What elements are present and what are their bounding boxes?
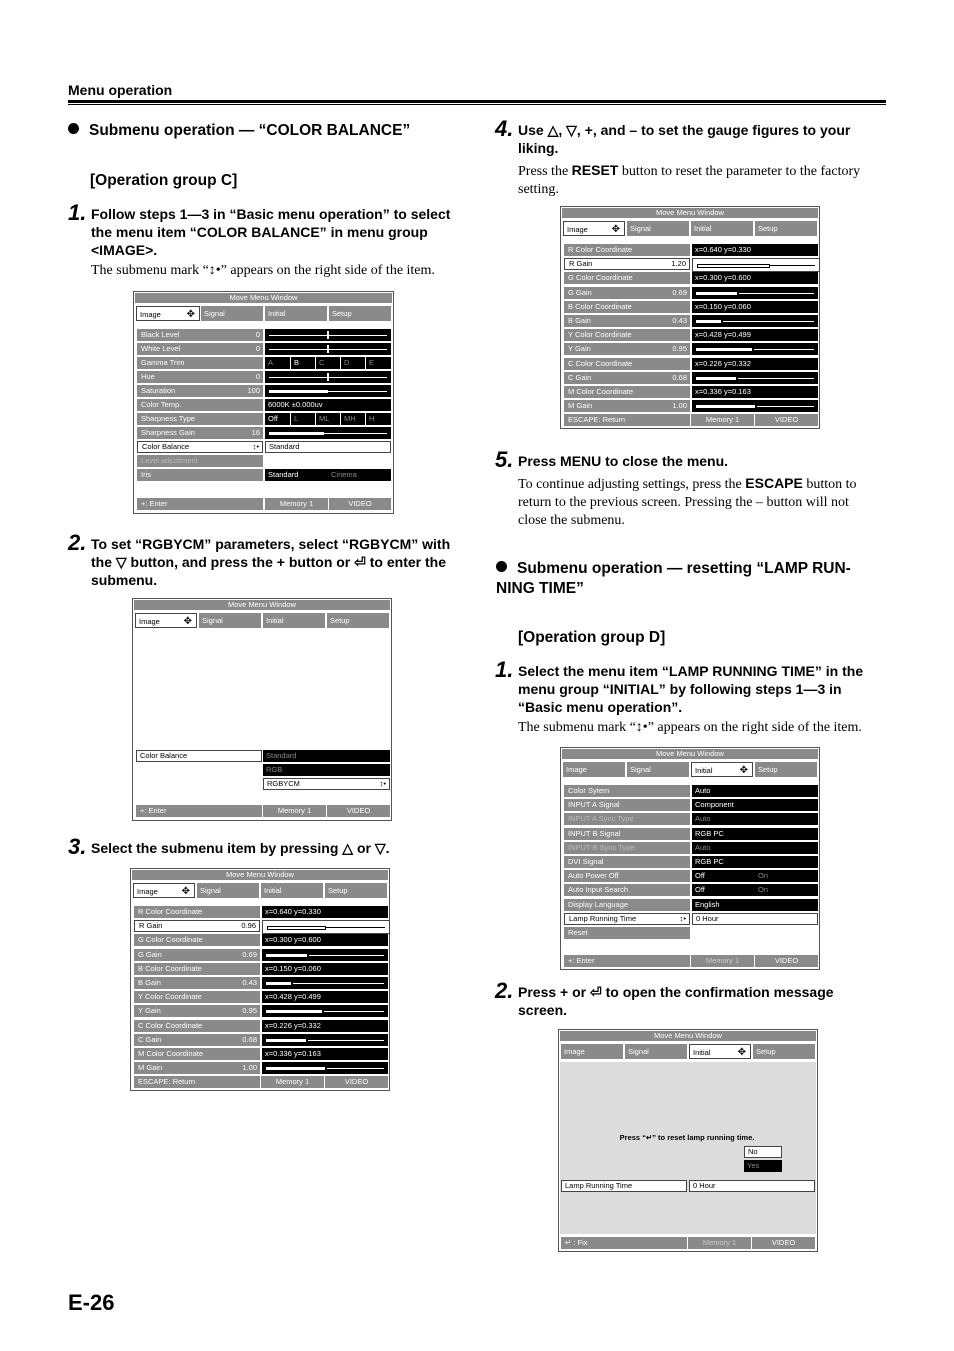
submenu-mark-icon: ↕• [679,913,686,923]
menu-window-initial [560,747,820,970]
color-balance-label: Color Balance [136,750,262,762]
setting-value[interactable]: English [692,899,818,911]
menu-row-coordinate[interactable]: G Color Coordinate [564,272,690,284]
memory-indicator: Memory 1 [688,1237,751,1249]
move-icon: ✥ [737,1047,746,1058]
tab-setup[interactable]: Setup [327,613,389,628]
submenu-mark-icon: ↕• [252,442,259,451]
menu-row-coordinate[interactable]: Y Color Coordinate [134,991,260,1003]
move-icon: ✥ [739,765,748,776]
operation-group-c: [Operation group C] [90,172,238,189]
step-text: To set “RGBYCM” parameters, select “RGBYCM” with the ▽ button, and press the + button or ⏎ to enter the submenu. [91,536,451,588]
option[interactable]: L [290,413,315,425]
option[interactable]: D [340,357,365,369]
step-number: 4. [495,116,514,141]
setting-value[interactable]: Component [692,799,818,811]
step-note: The submenu mark “↕•” appears on the right side of the item. [518,720,862,735]
menu-row-coordinate[interactable]: Y Color Coordinate [564,329,690,341]
iris-cinema[interactable]: Cinema [328,469,391,481]
menu-row-gain[interactable]: C Gain 0.68 [134,1034,260,1046]
menu-row-gain[interactable]: R Gain 0.96 [134,920,260,932]
video-indicator: VIDEO [752,1237,815,1249]
window-title: Move Menu Window [132,870,388,880]
gain-gauge[interactable] [262,1005,388,1017]
menu-row-gain[interactable]: Y Gain 0.95 [564,343,690,355]
video-indicator: VIDEO [325,1076,388,1088]
step-text: Select the submenu item by pressing △ or ▽. [91,840,390,856]
option-yes[interactable]: Yes [744,1160,782,1172]
memory-indicator: Memory 1 [261,1076,324,1088]
menu-row-iris[interactable]: Iris [137,469,263,481]
page-number: E-26 [68,1290,115,1315]
setting-value: Auto [692,813,818,825]
menu-row-coordinate[interactable]: R Color Coordinate [564,244,690,256]
tab-signal[interactable]: Signal [197,883,259,898]
menu-row-coordinate[interactable]: R Color Coordinate [134,906,260,918]
gain-gauge[interactable] [692,400,818,412]
menu-window-rgbycm-select [132,598,392,821]
menu-row-gain[interactable]: M Gain 1.00 [564,400,690,412]
move-icon: ✥ [186,309,195,320]
step-text: Press + or ⏎ to open the confirmation message screen. [518,984,834,1018]
menu-row-gain[interactable]: Y Gain 0.95 [134,1005,260,1017]
section-heading-lamp-time: Submenu operation — resetting “LAMP RUN- NING TIME” [496,560,851,597]
menu-row-sharpness-gain[interactable]: Sharpness Gain 16 [137,427,263,439]
memory-indicator: Memory 1 [265,498,328,510]
step-text: Select the menu item “LAMP RUNNING TIME” in the menu group “INITIAL” by following steps 1—3 in “Basic menu operation”. [518,663,864,715]
tab-image[interactable]: Image ✥ [563,221,625,236]
tab-signal[interactable]: Signal [627,762,689,777]
video-indicator: VIDEO [329,498,391,510]
tab-setup[interactable]: Setup [755,221,817,236]
menu-row-initial[interactable]: INPUT B Signal [564,828,690,840]
menu-row-gain[interactable]: G Gain 0.69 [134,949,260,961]
menu-row-gain[interactable]: R Gain 1.20 [564,258,690,270]
move-icon: ✥ [181,886,190,897]
gauge[interactable] [265,427,391,439]
menu-row-initial[interactable]: INPUT A Signal [564,799,690,811]
gain-gauge[interactable] [692,315,818,327]
menu-row-initial[interactable]: Display Language [564,899,690,911]
lamp-running-time-label: Lamp Running Time [561,1180,687,1192]
tab-setup[interactable]: Setup [325,883,387,898]
section-title: Menu operation [68,82,173,98]
setting-value[interactable]: RGB PC [692,828,818,840]
menu-row-gain[interactable]: B Gain 0.43 [564,315,690,327]
gain-gauge[interactable] [692,287,818,299]
menu-window-lamp-reset [558,1029,818,1252]
tab-initial[interactable]: Initial [263,613,325,628]
section-heading-color-balance: Submenu operation — “COLOR BALANCE” [68,121,458,141]
step-number: 1. [495,657,514,682]
step-number: 1. [68,200,87,225]
coordinate-value[interactable]: x=0.226 y=0.332 [262,1020,388,1032]
menu-window-rgbycm-adjust [560,206,820,429]
coordinate-value[interactable]: x=0.300 y=0.600 [262,934,388,946]
menu-row-initial: INPUT A Sync Type [564,813,690,825]
window-title: Move Menu Window [562,749,818,759]
move-icon: ✥ [183,616,192,627]
menu-window-color-balance [133,291,394,514]
confirm-message: Press “↵” to reset lamp running time. [619,1133,755,1142]
step-number: 2. [68,530,87,555]
option[interactable]: B [290,357,315,369]
operation-group-d: [Operation group D] [518,629,666,646]
tab-signal[interactable]: Signal [627,221,689,236]
memory-indicator: Memory 1 [691,955,754,967]
option[interactable]: A [268,358,274,367]
color-temp-value[interactable]: 6000K ±0.000uv [265,399,391,411]
window-title: Move Menu Window [135,293,392,303]
memory-indicator: Memory 1 [691,414,754,426]
coordinate-value[interactable]: x=0.428 y=0.499 [692,329,818,341]
tab-image[interactable]: Image [561,1044,623,1059]
gain-gauge[interactable] [262,949,388,961]
tab-initial[interactable]: Initial [261,883,323,898]
header-rule [68,100,886,103]
setting-value: Auto [692,842,818,854]
setting-value[interactable]: Auto [692,785,818,797]
setting-value-alt[interactable]: On [755,870,818,882]
video-indicator: VIDEO [755,414,818,426]
menu-row-color-temp[interactable]: Color Temp. [137,399,263,411]
menu-row-coordinate[interactable]: M Color Coordinate [564,386,690,398]
option-rgb[interactable]: RGB [263,764,390,776]
gain-gauge[interactable] [692,343,818,355]
tab-image[interactable]: Image ✥ [133,883,195,898]
menu-row-hue[interactable]: Hue 0 [137,371,263,383]
gain-gauge[interactable] [692,258,820,272]
menu-row-initial[interactable]: Auto Input Search [564,884,690,896]
iris-standard[interactable]: Standard [265,469,328,481]
window-title: Move Menu Window [560,1031,816,1041]
tab-signal[interactable]: Signal [201,306,263,321]
gain-gauge[interactable] [262,920,390,934]
menu-row-gain[interactable]: C Gain 0.68 [564,372,690,384]
option-rgbycm[interactable]: RGBYCM ↕• [263,778,390,790]
menu-row-coordinate[interactable]: C Color Coordinate [134,1020,260,1032]
coordinate-value[interactable]: x=0.150 y=0.060 [692,301,818,313]
window-title: Move Menu Window [134,600,390,610]
menu-row-coordinate[interactable]: G Color Coordinate [134,934,260,946]
menu-row-color-balance[interactable]: Color Balance ↕• [137,441,263,453]
escape-hint: ESCAPE: Return [564,414,690,426]
gamma-options[interactable] [265,357,391,369]
tab-image[interactable]: Image ✥ [136,306,200,321]
menu-row-initial: INPUT B Sync Type [564,842,690,854]
tab-setup[interactable]: Setup [755,762,817,777]
coordinate-value[interactable]: x=0.428 y=0.499 [262,991,388,1003]
tab-initial[interactable]: Initial [265,306,327,321]
menu-row-initial[interactable]: Color Sytem [564,785,690,797]
coordinate-value[interactable]: x=0.336 y=0.163 [692,386,818,398]
tab-setup[interactable]: Setup [329,306,391,321]
menu-row-black-level[interactable]: Black Level 0 [137,329,263,341]
video-indicator: VIDEO [755,955,818,967]
menu-row-coordinate[interactable]: M Color Coordinate [134,1048,260,1060]
menu-row-level-adjustment: Level adjustment [137,455,263,467]
color-balance-value[interactable]: Standard [265,441,391,453]
coordinate-value[interactable]: x=0.640 y=0.330 [262,906,388,918]
tab-signal[interactable]: Signal [199,613,261,628]
setting-value[interactable]: Off [692,870,755,882]
tab-initial[interactable]: Initial [691,221,753,236]
option[interactable]: Off [268,414,278,423]
gain-gauge[interactable] [262,1062,388,1074]
header-rule-thin [68,104,886,105]
step-text: Use △, ▽, +, and – to set the gauge figures to your liking. [518,122,851,156]
tab-signal[interactable]: Signal [625,1044,687,1059]
setting-value-alt[interactable]: On [755,884,818,896]
setting-value[interactable]: Off [692,884,755,896]
fix-hint: ↵ : Fix [561,1237,687,1249]
menu-row-initial[interactable]: DVI Signal [564,856,690,868]
option[interactable]: MH [340,413,365,425]
setting-value[interactable]: 0 Hour [692,913,818,925]
setting-value[interactable]: RGB PC [692,856,818,868]
option-no[interactable]: No [744,1146,782,1158]
video-indicator: VIDEO [327,805,390,817]
menu-row-initial[interactable]: Lamp Running Time ↕• [564,913,690,925]
move-icon: ✥ [611,224,620,235]
gauge[interactable] [265,329,391,341]
menu-row-gain[interactable]: B Gain 0.43 [134,977,260,989]
option[interactable]: ML [315,413,340,425]
tab-setup[interactable]: Setup [753,1044,815,1059]
gauge[interactable] [265,371,391,383]
gauge[interactable] [265,385,391,397]
option[interactable]: H [365,413,391,425]
menu-row-initial[interactable]: Auto Power Off [564,870,690,882]
escape-hint: ESCAPE: Return [134,1076,260,1088]
gain-gauge[interactable] [262,1034,388,1046]
tab-initial[interactable]: Initial ✥ [691,762,753,777]
bullet-icon [496,561,507,572]
submenu-mark-icon: ↕• [379,779,386,788]
tab-image[interactable]: Image ✥ [135,613,197,628]
gain-gauge[interactable] [262,977,388,989]
step-number: 3. [68,834,87,859]
option[interactable]: E [365,357,391,369]
enter-hint: +: Enter [136,805,262,817]
bullet-icon [68,123,79,134]
step-note: The submenu mark “↕•” appears on the right side of the item. [91,263,435,278]
menu-row-coordinate[interactable]: B Color Coordinate [134,963,260,975]
coordinate-value[interactable]: x=0.640 y=0.330 [692,244,818,256]
enter-hint: +: Enter [564,955,690,967]
coordinate-value[interactable]: x=0.150 y=0.060 [262,963,388,975]
step-note: Press the RESET button to reset the parameter to the factory setting. [518,162,861,197]
sharpness-options[interactable] [265,413,391,425]
menu-window-rgbycm [130,868,390,1091]
menu-row-initial[interactable]: Reset [564,927,690,939]
lamp-running-time-value: 0 Hour [689,1180,815,1192]
step-text: Follow steps 1—3 in “Basic menu operation” to select the menu item “COLOR BALANCE” in menu group <IMAGE>. [91,206,451,258]
gauge[interactable] [265,343,391,355]
menu-row-coordinate[interactable]: C Color Coordinate [564,358,690,370]
window-title: Move Menu Window [562,208,818,218]
menu-row-sharpness-type[interactable]: Sharpness Type [137,413,263,425]
option[interactable]: C [315,357,340,369]
step-number: 5. [495,447,514,472]
step-note: To continue adjusting settings, press the ESCAPE button to return to the previous screen. Pressing the – button will not close the submenu. [518,475,857,528]
menu-row-saturation[interactable]: Saturation 100 [137,385,263,397]
tab-initial[interactable]: Initial ✥ [689,1044,751,1059]
menu-row-gain[interactable]: M Gain 1.00 [134,1062,260,1074]
coordinate-value[interactable]: x=0.300 y=0.600 [692,272,818,284]
menu-row-white-level[interactable]: White Level 0 [137,343,263,355]
enter-hint: +: Enter [137,498,263,510]
tab-image[interactable]: Image [563,762,625,777]
step-number: 2. [495,978,514,1003]
memory-indicator: Memory 1 [263,805,326,817]
coordinate-value[interactable]: x=0.226 y=0.332 [692,358,818,370]
gain-gauge[interactable] [692,372,818,384]
menu-row-gamma-trim[interactable]: Gamma Trim [137,357,263,369]
menu-row-coordinate[interactable]: B Color Coordinate [564,301,690,313]
coordinate-value[interactable]: x=0.336 y=0.163 [262,1048,388,1060]
option-standard[interactable]: Standard [263,750,390,762]
menu-row-gain[interactable]: G Gain 0.69 [564,287,690,299]
step-text: Press MENU to close the menu. [518,453,729,469]
